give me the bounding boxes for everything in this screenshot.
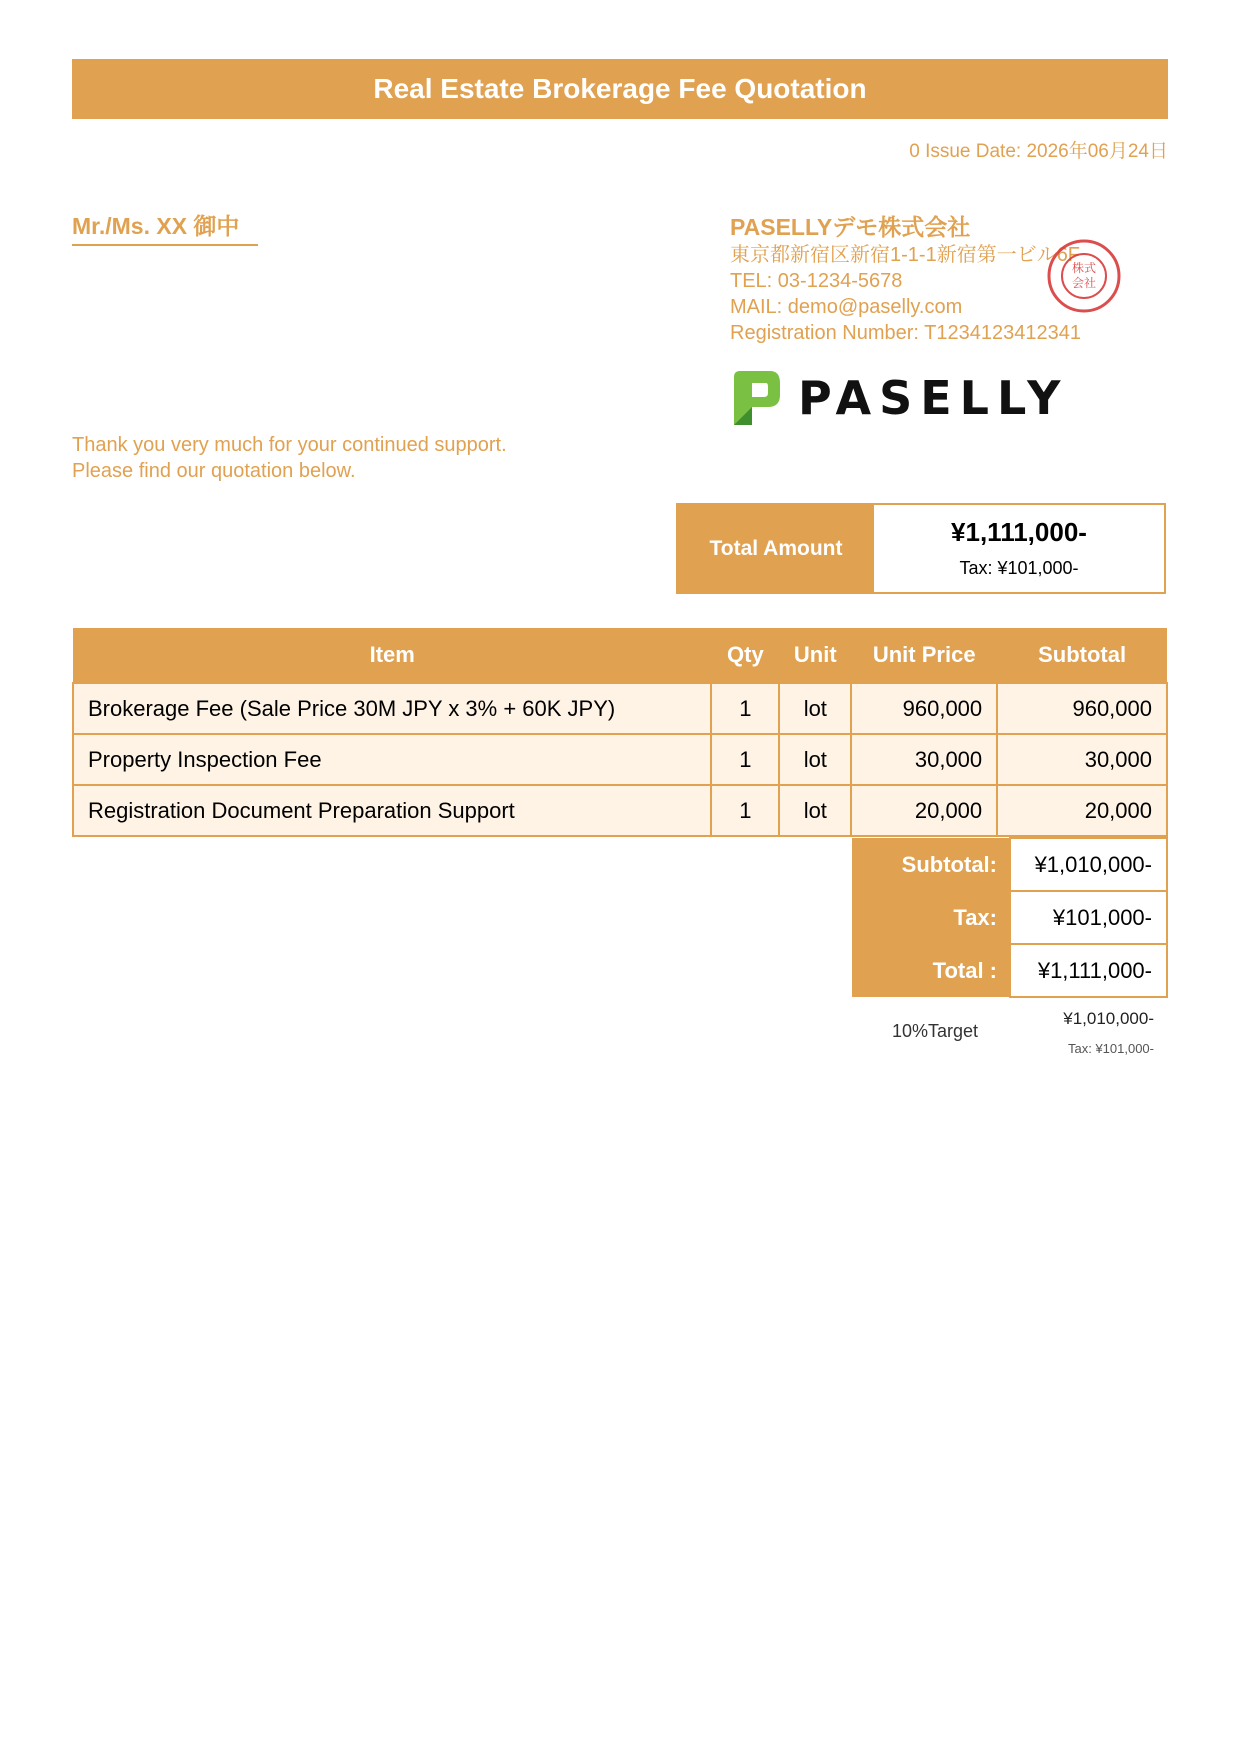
row-qty: 1: [711, 785, 779, 836]
header-unit-price: Unit Price: [851, 628, 997, 683]
table-row: [73, 785, 1167, 836]
summary-total-label: Total :: [852, 944, 1010, 997]
total-amount-values: [874, 505, 1164, 592]
greeting: [72, 432, 507, 484]
tax-target-tax: Tax: ¥101,000-: [1067, 1041, 1154, 1056]
table-row: [73, 734, 1167, 785]
row-unit-price: 960,000: [851, 683, 997, 734]
company-seal-icon: [1046, 238, 1122, 314]
company-logo: [730, 368, 1068, 428]
svg-text:会社: 会社: [1071, 276, 1097, 290]
tax-rate-label: 10%Target: [892, 1021, 979, 1041]
row-item: Registration Document Preparation Support: [73, 785, 711, 836]
row-subtotal: 30,000: [997, 734, 1167, 785]
row-unit: lot: [779, 734, 851, 785]
summary-tax-row: [852, 891, 1167, 944]
total-amount-box: [676, 503, 1166, 594]
header-item: Item: [73, 628, 711, 683]
summary-total-value: ¥1,111,000-: [1010, 944, 1167, 997]
company-tel: TEL: 03-1234-5678: [730, 270, 903, 292]
row-subtotal: 20,000: [997, 785, 1167, 836]
company-address: 東京都新宿区新宿1-1-1新宿第一ビル6F: [730, 244, 1081, 266]
tax-target-amount: ¥1,010,000-: [1063, 1009, 1154, 1028]
issue-date: 0 Issue Date: 2026年06月24日: [909, 141, 1168, 162]
summary-subtotal-value: ¥1,010,000-: [1010, 838, 1167, 891]
table-row: [73, 683, 1167, 734]
header-qty: Qty: [711, 628, 779, 683]
table-header-row: [73, 628, 1167, 683]
total-amount-label: Total Amount: [678, 505, 874, 592]
summary-tax-value: ¥101,000-: [1010, 891, 1167, 944]
row-subtotal: 960,000: [997, 683, 1167, 734]
header-unit: Unit: [779, 628, 851, 683]
greeting-line-2: Please find our quotation below.: [72, 460, 356, 482]
total-tax-value: Tax: ¥101,000-: [959, 558, 1079, 578]
row-unit: lot: [779, 683, 851, 734]
row-qty: 1: [711, 734, 779, 785]
company-registration: Registration Number: T1234123412341: [730, 322, 1081, 344]
company-mail: MAIL: demo@paselly.com: [730, 296, 963, 318]
summary-subtotal-row: [852, 838, 1167, 891]
items-table: [72, 628, 1168, 837]
summary-tax-label: Tax:: [852, 891, 1010, 944]
row-item: Brokerage Fee (Sale Price 30M JPY x 3% + 60K JPY): [73, 683, 711, 734]
row-qty: 1: [711, 683, 779, 734]
row-unit-price: 30,000: [851, 734, 997, 785]
summary-total-row: [852, 944, 1167, 997]
customer-name: Mr./Ms. XX 御中: [72, 213, 258, 246]
summary-subtotal-label: Subtotal:: [852, 838, 1010, 891]
header-subtotal: Subtotal: [997, 628, 1167, 683]
row-unit-price: 20,000: [851, 785, 997, 836]
summary-table: [852, 837, 1168, 998]
paselly-leaf-icon: [730, 369, 782, 427]
company-name: PASELLYデモ株式会社: [730, 214, 971, 240]
logo-wordmark: PASELLY: [798, 371, 1069, 425]
company-block: [730, 212, 1081, 346]
greeting-line-1: Thank you very much for your continued support.: [72, 434, 507, 456]
document-title: Real Estate Brokerage Fee Quotation: [72, 59, 1168, 119]
svg-text:株式: 株式: [1071, 261, 1097, 275]
row-item: Property Inspection Fee: [73, 734, 711, 785]
total-amount-value: ¥1,111,000-: [951, 517, 1087, 547]
row-unit: lot: [779, 785, 851, 836]
